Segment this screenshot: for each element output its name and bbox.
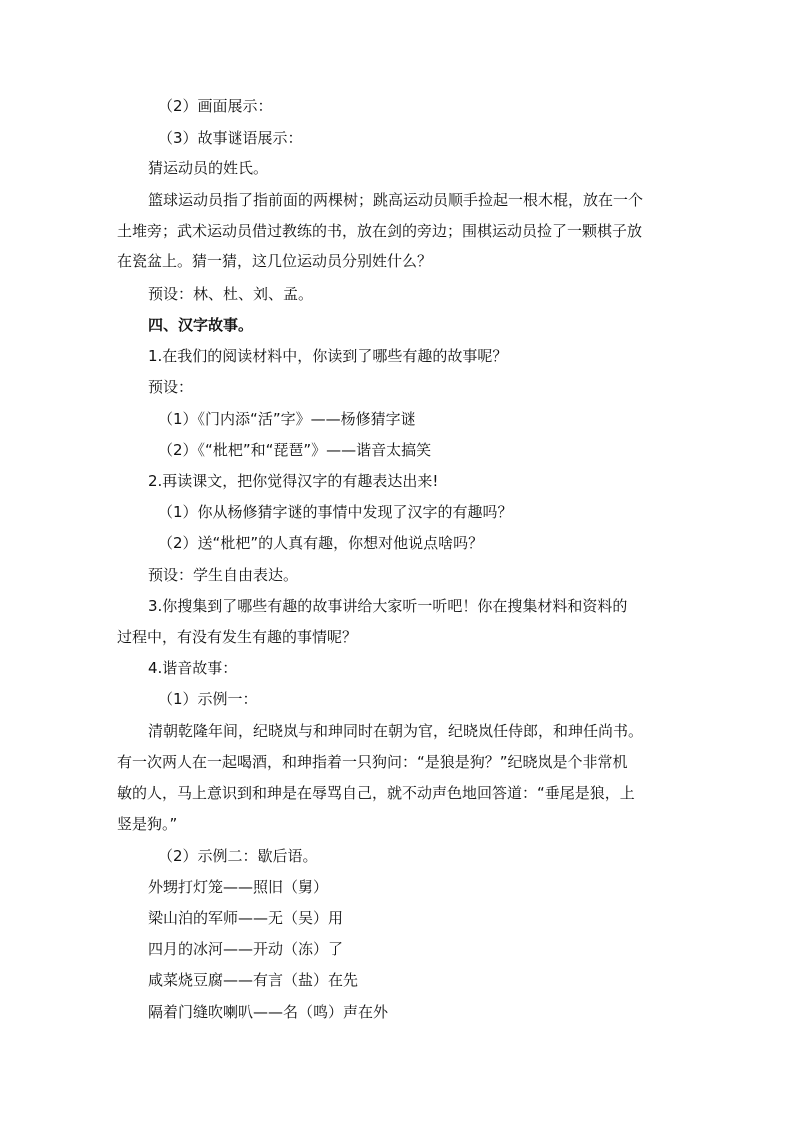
text-line: 梁山泊的军师——无（吴）用 — [148, 909, 344, 927]
text-line: 土堆旁；武术运动员借过教练的书，放在剑的旁边；围棋运动员捡了一颗棋子放 — [117, 222, 643, 240]
text-line: 外甥打灯笼——照旧（舅） — [148, 878, 329, 896]
text-line: （3）故事谜语展示： — [158, 129, 303, 147]
text-line: 过程中，有没有发生有趣的事情呢？ — [117, 628, 358, 646]
text-line: 清朝乾隆年间，纪晓岚与和珅同时在朝为官，纪晓岚任侍郎，和珅任尚书。 — [148, 722, 644, 740]
section-heading: 四、汉字故事。 — [148, 316, 254, 334]
text-line: 四月的冰河——开动（冻）了 — [148, 940, 344, 958]
text-line: （2）画面展示： — [158, 97, 273, 115]
text-line: （2）示例二：歇后语。 — [158, 847, 318, 865]
text-line: 竖是狗。” — [117, 815, 178, 833]
text-line: 隔着门缝吹喇叭——名（鸣）声在外 — [148, 1003, 389, 1021]
text-line: 有一次两人在一起喝酒，和珅指着一只狗问：“是狼是狗？”纪晓岚是个非常机 — [117, 753, 628, 771]
text-line: （1）你从杨修猜字谜的事情中发现了汉字的有趣吗？ — [158, 503, 513, 521]
text-line: 2.再读课文，把你觉得汉字的有趣表达出来! — [148, 472, 439, 490]
text-line: 猜运动员的姓氏。 — [148, 159, 269, 177]
text-line: 敏的人，马上意识到和珅是在辱骂自己，就不动声色地回答道：“垂尾是狼，上 — [117, 784, 635, 802]
text-line: （2）《“枇杷”和“琵琶”》——谐音太搞笑 — [158, 441, 432, 459]
text-line: （2）送“枇杷”的人真有趣，你想对他说点啥吗？ — [158, 534, 484, 552]
text-line: 3.你搜集到了哪些有趣的故事讲给大家听一听吧！你在搜集材料和资料的 — [148, 597, 628, 615]
text-line: 篮球运动员指了指前面的两棵树；跳高运动员顺手捡起一根木棍，放在一个 — [148, 191, 644, 209]
text-line: （1）示例一： — [158, 690, 258, 708]
text-line: 1.在我们的阅读材料中，你读到了哪些有趣的故事呢？ — [148, 347, 508, 365]
text-line: 4.谐音故事： — [148, 659, 238, 677]
text-line: 预设：林、杜、刘、孟。 — [148, 285, 314, 303]
text-line: （1）《门内添“活”字》——杨修猜字谜 — [158, 410, 416, 428]
text-line: 在瓷盆上。猜一猜，这几位运动员分别姓什么？ — [117, 252, 433, 270]
text-line: 咸菜烧豆腐——有言（盐）在先 — [148, 971, 359, 989]
text-line: 预设：学生自由表达。 — [148, 566, 299, 584]
text-line: 预设： — [148, 378, 194, 396]
